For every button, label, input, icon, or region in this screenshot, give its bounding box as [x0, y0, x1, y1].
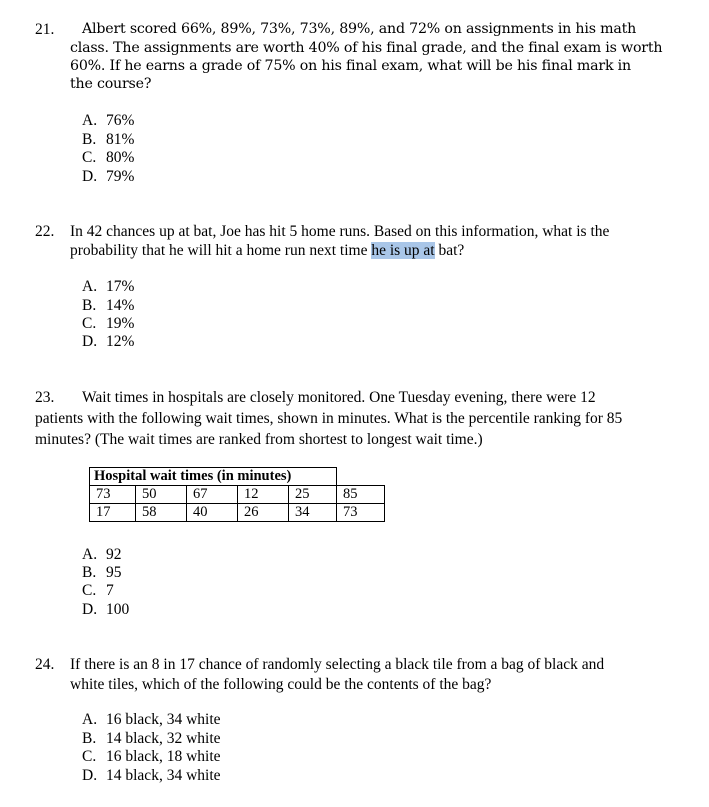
- table-cell: 73: [90, 486, 136, 504]
- answer-choice: D. 100: [82, 601, 130, 618]
- question-text-line: the course?: [70, 76, 152, 92]
- answer-choice: A. 16 black, 34 white: [82, 711, 221, 728]
- table-cell: 26: [238, 504, 289, 522]
- table-title: Hospital wait times (in minutes): [90, 468, 337, 486]
- answer-choice: C. 19%: [82, 315, 135, 332]
- table-cell: 34: [289, 504, 337, 522]
- answer-choice: D. 12%: [82, 333, 135, 350]
- table-cell: 40: [187, 504, 238, 522]
- question-number: 24.: [35, 656, 55, 673]
- answer-choice: B. 14%: [82, 297, 135, 314]
- answer-choice: A. 92: [82, 546, 122, 563]
- table-cell: 17: [90, 504, 136, 522]
- text-selection-highlight[interactable]: he is up at: [371, 242, 435, 259]
- question-number: 23.: [35, 389, 55, 406]
- question-text-line: 60%. If he earns a grade of 75% on his final exam, what will be his final mark in: [70, 58, 631, 74]
- table-cell: 58: [136, 504, 187, 522]
- answer-choice: C. 80%: [82, 149, 135, 166]
- question-text-line: Wait times in hospitals are closely monitored. One Tuesday evening, there were 12: [82, 389, 596, 406]
- answer-choice: B. 14 black, 32 white: [82, 730, 221, 747]
- answer-choice: A. 76%: [82, 112, 135, 129]
- table-title-row: [90, 468, 385, 486]
- table-row: [90, 486, 385, 504]
- table-cell: 85: [337, 486, 385, 504]
- answer-choice: B. 81%: [82, 131, 135, 148]
- table-cell: 50: [136, 486, 187, 504]
- question-text-line: white tiles, which of the following could be the contents of the bag?: [70, 676, 492, 693]
- question-text-line: minutes? (The wait times are ranked from shortest to longest wait time.): [35, 431, 483, 448]
- table-cell: 73: [337, 504, 385, 522]
- table-cell: 12: [238, 486, 289, 504]
- answer-choice: C. 16 black, 18 white: [82, 748, 221, 765]
- question-text-line: If there is an 8 in 17 chance of randomly selecting a black tile from a bag of black and: [70, 656, 605, 673]
- question-number: 22.: [35, 223, 55, 240]
- question-number: 21.: [35, 21, 55, 38]
- question-text-line: Albert scored 66%, 89%, 73%, 73%, 89%, and 72% on assignments in his math: [82, 21, 637, 37]
- answer-choice: C. 7: [82, 582, 114, 599]
- answer-choice: D. 79%: [82, 168, 135, 185]
- question-text-line: patients with the following wait times, shown in minutes. What is the percentile ranking for 85: [35, 410, 623, 427]
- question-text-line: class. The assignments are worth 40% of his final grade, and the final exam is worth: [70, 40, 663, 56]
- question-text-line: probability that he will hit a home run next time he is up at bat?: [70, 242, 465, 259]
- wait-times-table: [89, 467, 385, 522]
- table-cell: 25: [289, 486, 337, 504]
- question-text-line: In 42 chances up at bat, Joe has hit 5 home runs. Based on this information, what is the: [70, 223, 610, 240]
- answer-choice: B. 95: [82, 564, 122, 581]
- answer-choice: A. 17%: [82, 278, 135, 295]
- table-row: [90, 504, 385, 522]
- answer-choice: D. 14 black, 34 white: [82, 767, 221, 784]
- table-cell: 67: [187, 486, 238, 504]
